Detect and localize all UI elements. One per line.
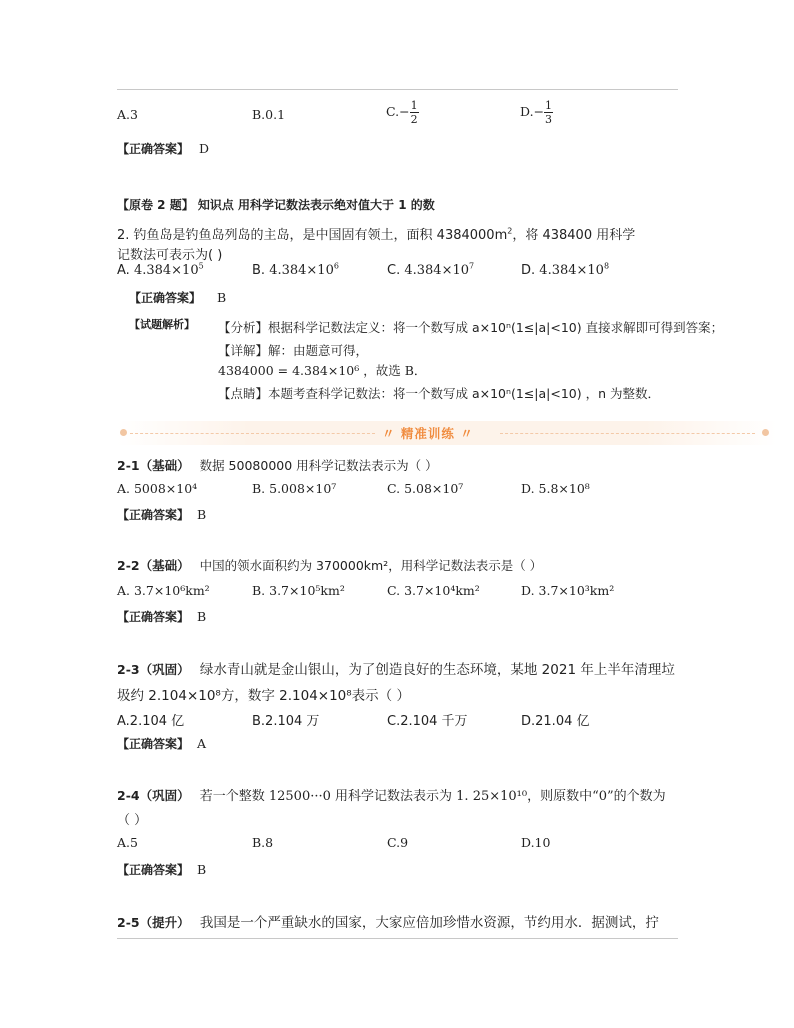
q2-3-answer: 【正确答案】 A [117,736,207,751]
prev-option-d: D.− $\frac{1}{3}$ [520,99,553,126]
original-option-a: A. $4.384\times 10^5$ [117,261,204,278]
analysis-line2: 【详解】解：由题意可得， [218,343,369,358]
q2-4-option-c: C.9 [387,835,409,850]
q2-3-option-a: A.2.104 亿 [117,714,185,729]
prev-option-a: A.3 [117,107,138,122]
q2-4-answer: 【正确答案】 B [117,862,207,877]
banner-title: 〃 精准训练 〃 [382,426,474,441]
q2-3-option-d: D.21.04 亿 [521,714,590,729]
q2-2-option-b: B. 3.7×10⁵km² [252,583,345,598]
prev-answer: 【正确答案】 D [117,141,210,156]
fraction: $\frac{1}{3}$ [545,99,553,126]
prev-option-b: B.0.1 [252,107,286,122]
q2-1-option-b: B. 5.008×10⁷ [252,481,337,496]
q2-3-option-b: B.2.104 万 [252,714,320,729]
question-2-4-stem-line2: （ ） [117,813,148,828]
original-stem-line1: 2. 钓鱼岛是钓鱼岛列岛的主岛，是中国固有领土，面积 $4384000m^2$，将 438400 用科学 [117,226,636,243]
analysis-line1: 【分析】根据科学记数法定义：将一个数写成 a×10ⁿ(1≤|a|<10) 直接求解即可得到答案； [218,320,724,335]
analysis-line3: 4384000 = 4.384×10⁶ ，故选 B． [218,363,427,378]
original-option-b: B. $4.384\times 10^6$ [252,261,339,278]
fraction: $\frac{1}{2}$ [410,99,418,126]
banner-dot-right [762,429,769,436]
top-rule [117,89,678,90]
q2-4-option-b: B.8 [252,835,274,850]
q2-2-answer: 【正确答案】 B [117,609,207,624]
q2-4-option-a: A.5 [117,835,138,850]
question-2-3-stem-line2: 圾约 2.104×10⁸方，数字 2.104×10⁸表示（ ） [117,688,410,704]
bottom-rule [117,938,678,939]
question-2-1-stem: 2-1（基础） 数据 50080000 用科学记数法表示为（ ） [117,458,438,473]
banner-dot-left [120,429,127,436]
q2-1-option-a: A. 5008×10⁴ [117,481,198,496]
original-option-c: C. $4.384\times 10^7$ [387,261,475,278]
original-answer: 【正确答案】 B [129,290,227,305]
banner-line-right [500,433,755,435]
question-2-3-stem: 2-3（巩固） 绿水青山就是金山银山，为了创造良好的生态环境，某地 2021 年上半年清理垃 [117,662,675,678]
original-option-d: D. $4.384\times 10^8$ [521,261,610,278]
analysis-tag: 【试题解析】 [129,318,195,331]
question-2-4-stem: 2-4（巩固） 若一个整数 12500···0 用科学记数法表示为 1. 25×10¹⁰，则原数中“0”的个数为 [117,788,666,804]
prev-option-c: C.− $\frac{1}{2}$ [386,99,418,126]
question-2-2-stem: 2-2（基础） 中国的领水面积约为 370000km²，用科学记数法表示是（ ） [117,558,543,573]
q2-2-option-d: D. 3.7×10³km² [521,583,615,598]
q2-4-option-d: D.10 [521,835,551,850]
question-2-5-stem: 2-5（提升） 我国是一个严重缺水的国家，大家应倍加珍惜水资源，节约用水．据测试，拧 [117,915,659,931]
original-header: 【原卷 2 题】 知识点 用科学记数法表示绝对值大于 1 的数 [117,198,435,212]
q2-1-answer: 【正确答案】 B [117,507,207,522]
q2-1-option-c: C. 5.08×10⁷ [387,481,464,496]
original-stem-line2: 记数法可表示为( ) [117,248,223,263]
q2-2-option-a: A. 3.7×10⁶km² [117,583,210,598]
banner-line-left [130,433,375,435]
q2-2-option-c: C. 3.7×10⁴km² [387,583,480,598]
q2-1-option-d: D. 5.8×10⁸ [521,481,590,496]
analysis-line4: 【点睛】本题考查科学记数法：将一个数写成 a×10ⁿ(1≤|a|<10) ，n 为整数． [218,386,661,401]
q2-3-option-c: C.2.104 千万 [387,714,468,729]
